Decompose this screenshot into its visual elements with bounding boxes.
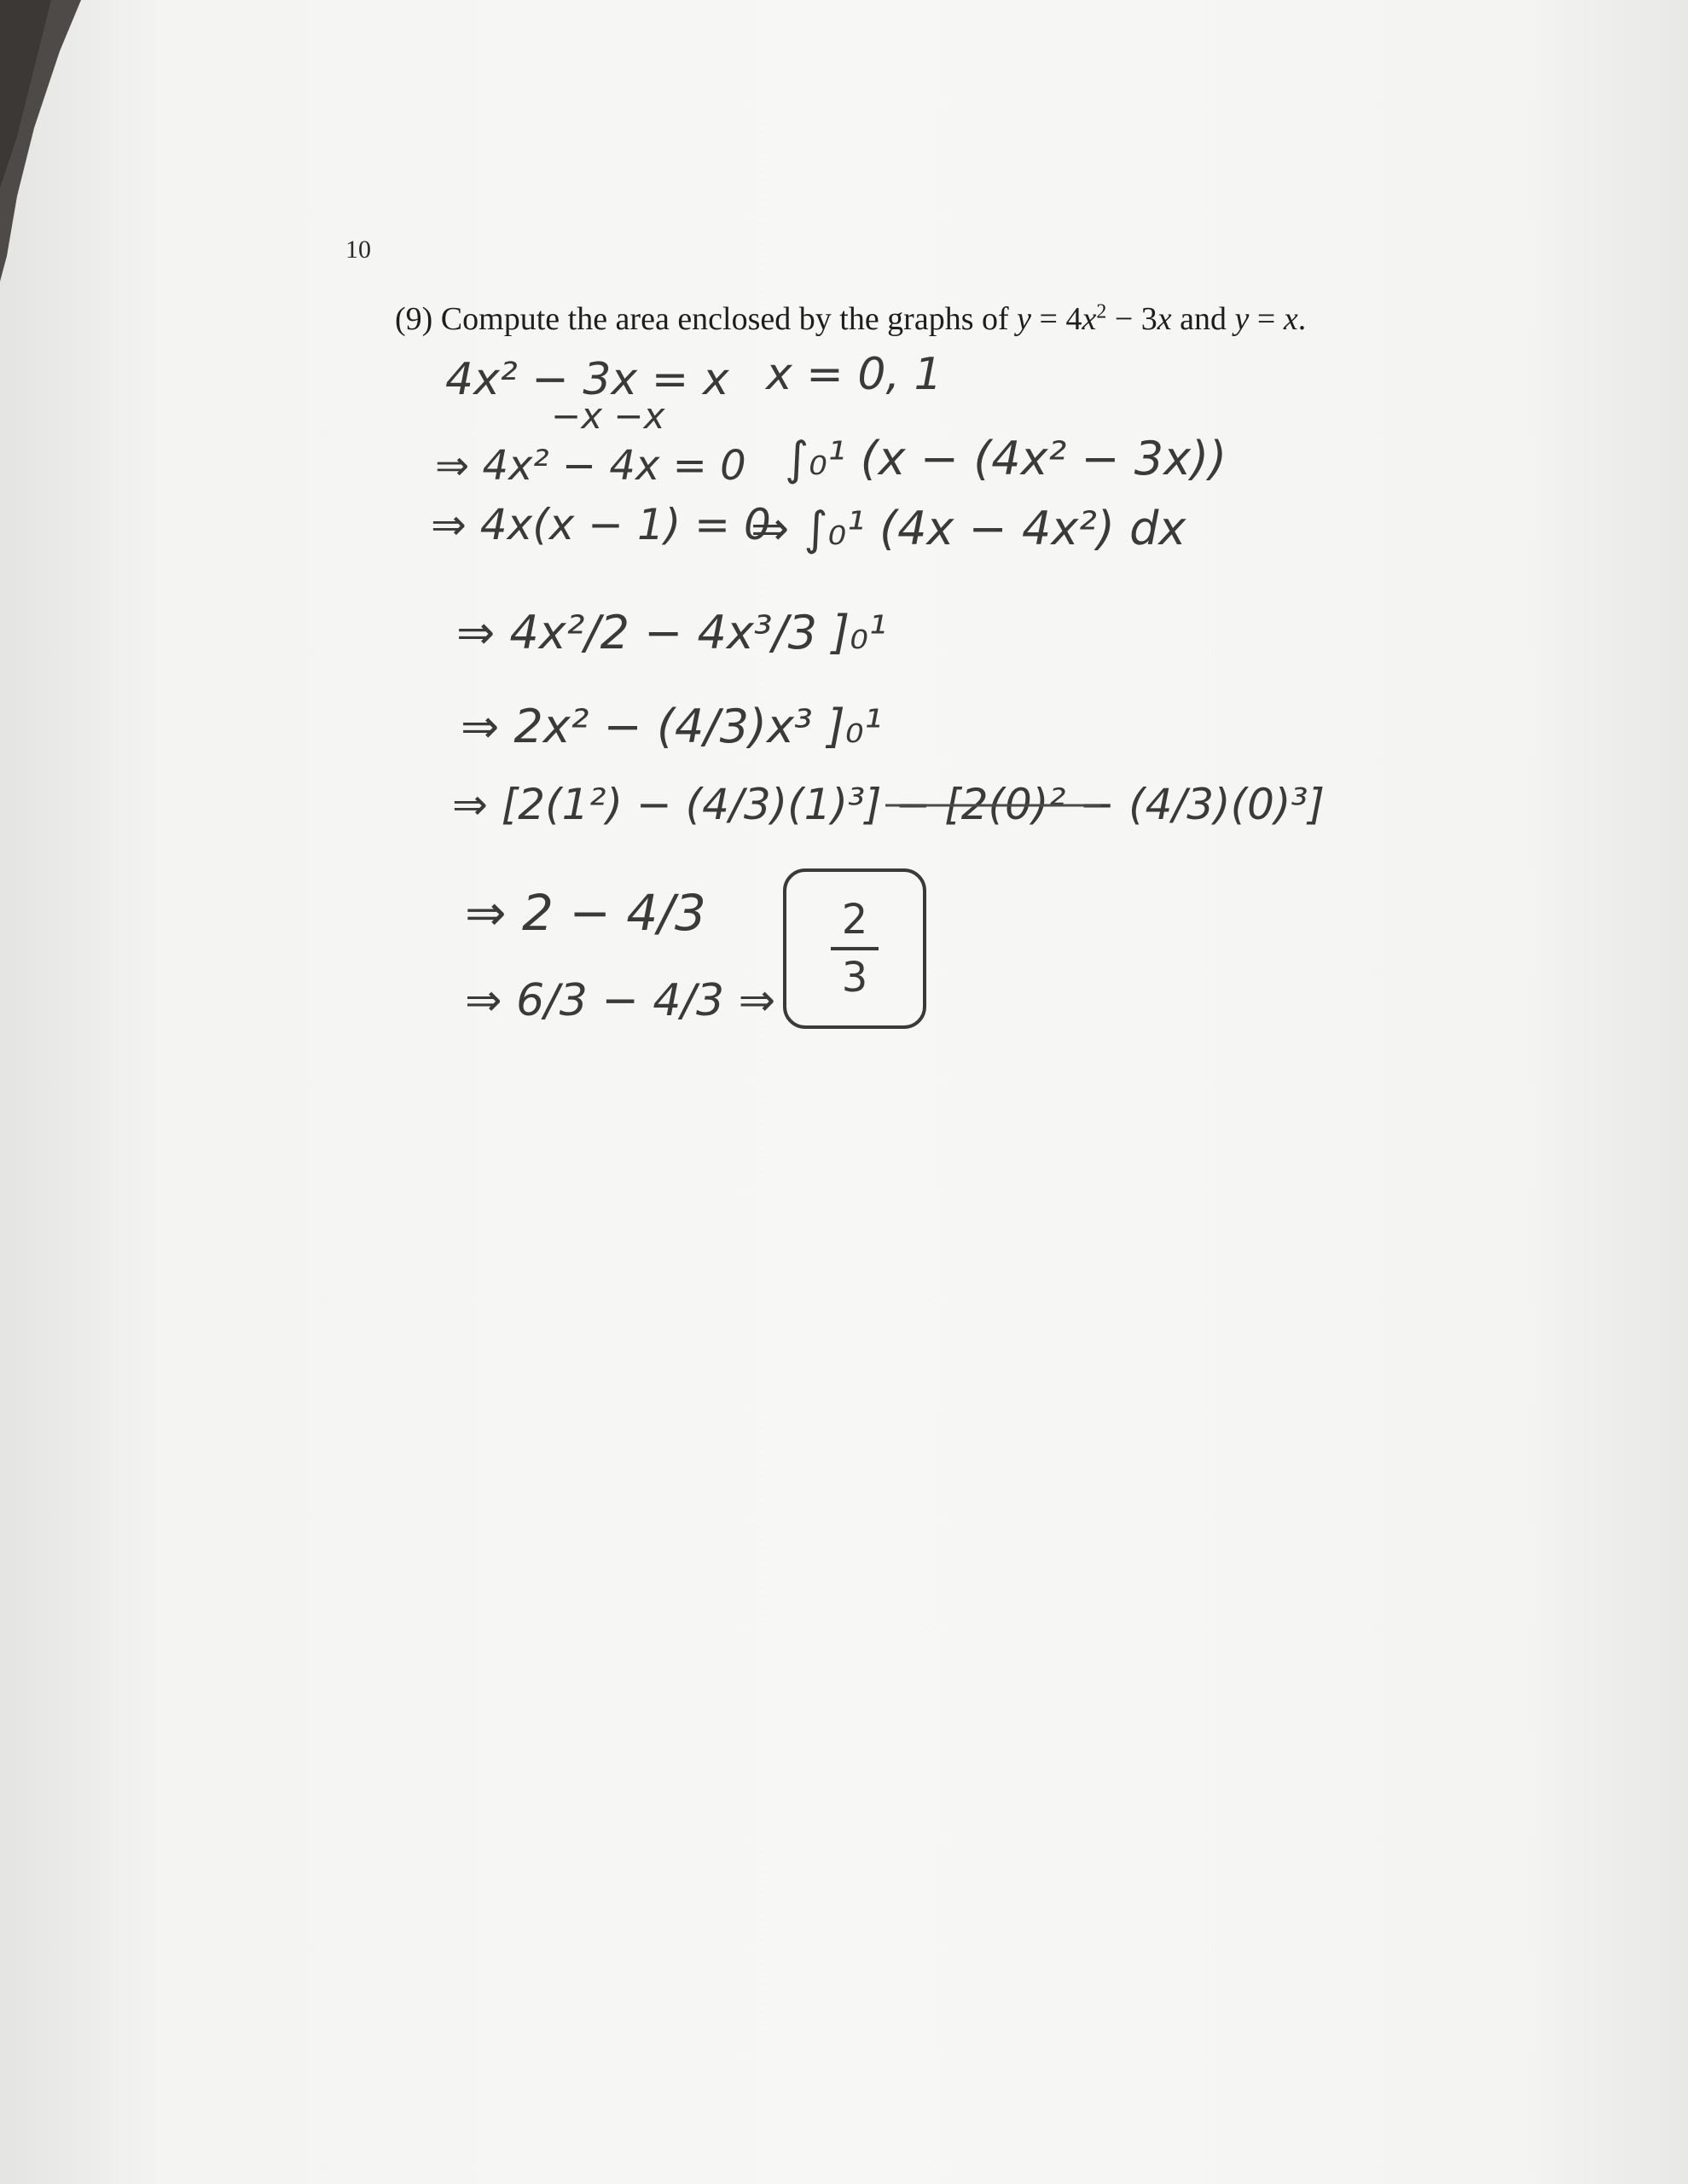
work-line8: ⇒ 2 − 4/3 [465,884,706,942]
eq2-lhs: y [1234,301,1250,337]
work-line5: ⇒ 4x²/2 − 4x³/3 ]₀¹ [456,606,887,659]
eq2-mid: = [1249,301,1284,337]
work-line4-right: ⇒ ∫₀¹ (4x − 4x²) dx [751,502,1186,555]
work-line3-left: ⇒ 4x² − 4x = 0 [435,442,746,490]
conjunction: and [1171,301,1235,337]
eq1-exponent: 2 [1096,300,1107,323]
answer-numerator: 2 [841,896,868,944]
work-line4-left: ⇒ 4x(x − 1) = 0 [431,500,771,549]
page-number: 10 [345,235,371,264]
problem-prefix: (9) Compute the area enclosed by the graphs of [395,301,1018,337]
work-line1-right: x = 0, 1 [766,349,943,400]
eq1-lhs: y [1017,301,1032,337]
work-line1-left: 4x² − 3x = x [445,354,729,405]
answer-box [783,868,926,1029]
work-line2-left: −x −x [551,395,665,437]
eq1-mid: = 4 [1031,301,1082,337]
work-line7-keep: ⇒ [2(1²) − (4/3)(1)³] − [ [452,780,961,829]
eq1-var2: x [1157,301,1172,337]
answer-denominator: 3 [841,954,868,1002]
work-line6: ⇒ 2x² − (4/3)x³ ]₀¹ [461,700,883,753]
work-line7-end: ] [1308,780,1325,829]
work-line9: ⇒ 6/3 − 4/3 ⇒ [465,975,776,1026]
eq2-var: x [1283,301,1298,337]
answer-fraction [786,872,923,1025]
eq1-rest: − 3 [1106,301,1157,337]
problem-end: . [1297,301,1307,337]
eq1-var: x [1082,301,1097,337]
work-line3-right: ∫₀¹ (x − (4x² − 3x)) [785,432,1227,485]
fraction-bar [831,947,879,950]
work-line7-struck: 2(0)² − (4/3)(0)³ [960,780,1308,829]
